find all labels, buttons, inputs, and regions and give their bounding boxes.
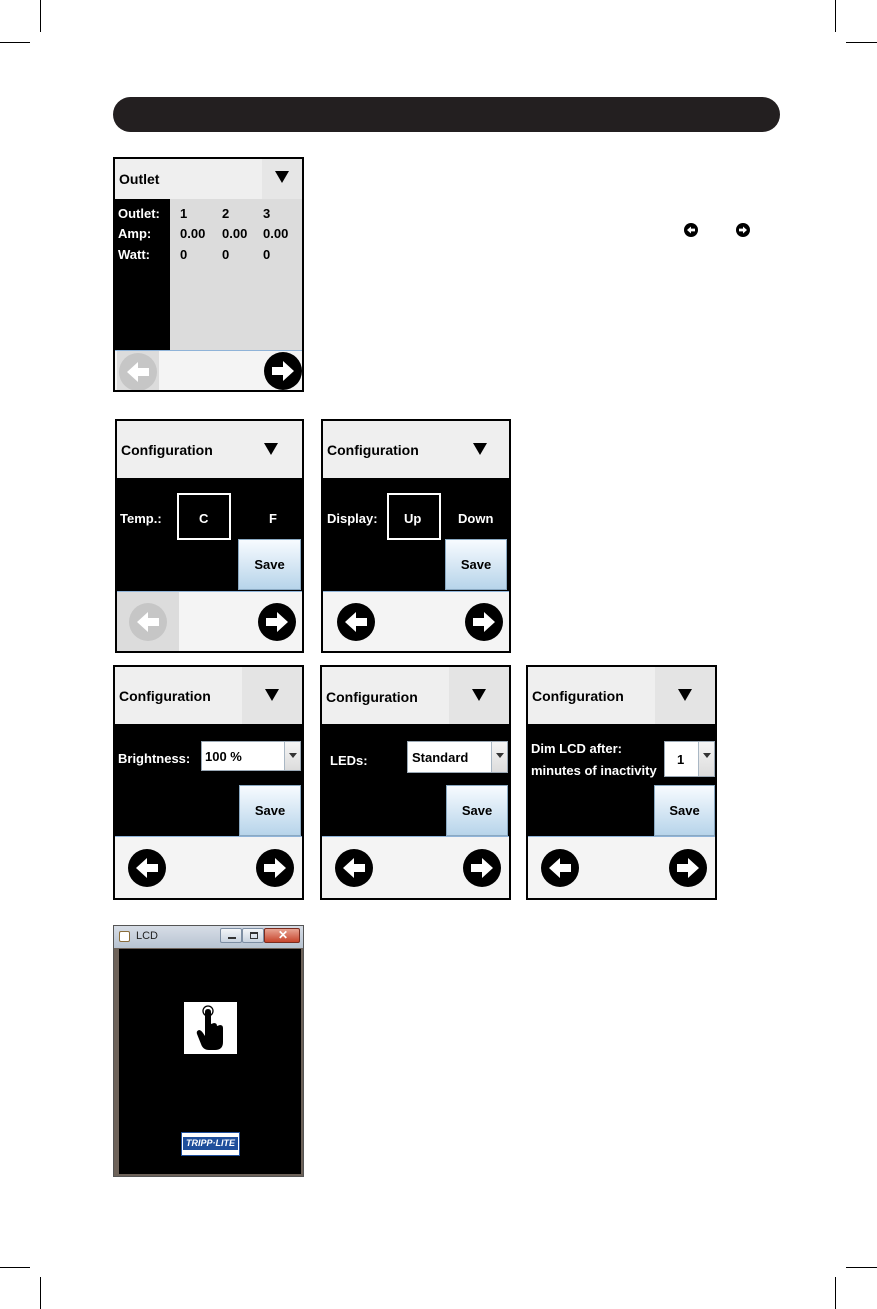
brightness-label: Brightness: — [118, 751, 191, 766]
minimize-icon — [228, 937, 236, 939]
crop-mark — [835, 0, 836, 32]
watt-value: 0 — [180, 247, 188, 262]
maximize-button[interactable] — [242, 928, 264, 943]
crop-mark — [846, 42, 877, 43]
back-arrow-icon[interactable] — [335, 849, 373, 887]
screen-title: Configuration — [121, 442, 213, 458]
outlet-data-area — [170, 199, 302, 350]
dropdown-button[interactable] — [449, 421, 509, 478]
close-icon: ✕ — [278, 928, 289, 942]
forward-arrow-icon — [736, 223, 750, 237]
outlet-number: 3 — [263, 206, 271, 221]
dropdown-triangle-icon — [264, 443, 278, 455]
dropdown-button[interactable] — [655, 667, 715, 724]
screen-title: Configuration — [326, 689, 418, 705]
outlet-number: 2 — [222, 206, 230, 221]
leds-label: LEDs: — [330, 753, 368, 768]
back-arrow-icon[interactable] — [129, 603, 167, 641]
crop-mark — [835, 1277, 836, 1309]
screen-selector[interactable] — [322, 667, 509, 724]
crop-mark — [40, 0, 41, 32]
crop-mark — [0, 42, 30, 43]
dim-minutes-value: 1 — [677, 751, 685, 767]
forward-arrow-icon[interactable] — [264, 352, 302, 390]
display-config-screen — [321, 419, 511, 653]
amp-value: 0.00 — [222, 226, 248, 241]
crop-mark — [0, 1267, 30, 1268]
back-arrow-icon[interactable] — [541, 849, 579, 887]
leds-value: Standard — [412, 749, 469, 765]
watt-value: 0 — [222, 247, 230, 262]
crop-mark — [846, 1267, 877, 1268]
lcd-window — [113, 925, 304, 1177]
outlet-screen — [113, 157, 304, 392]
temp-label: Temp.: — [120, 511, 162, 526]
dropdown-button[interactable] — [262, 159, 302, 199]
forward-arrow-icon[interactable] — [463, 849, 501, 887]
screen-title: Configuration — [532, 688, 624, 704]
screen-selector[interactable] — [117, 421, 302, 478]
screen-selector[interactable] — [528, 667, 715, 724]
minimize-button[interactable] — [220, 928, 242, 943]
chevron-down-icon[interactable] — [698, 742, 714, 776]
dropdown-triangle-icon — [678, 689, 692, 701]
display-down-option[interactable]: Down — [458, 511, 494, 526]
outlet-number: 1 — [180, 206, 188, 221]
dropdown-triangle-icon — [472, 689, 486, 701]
row-label-amp: Amp: — [118, 226, 152, 241]
window-title: LCD — [136, 930, 159, 942]
brightness-config-screen — [113, 665, 304, 900]
celsius-option-label: C — [199, 511, 209, 526]
amp-value: 0.00 — [263, 226, 289, 241]
nav-bar — [323, 591, 509, 651]
close-button[interactable] — [264, 928, 300, 943]
touch-hand-icon — [184, 1002, 237, 1054]
brightness-value: 100 % — [205, 748, 242, 764]
forward-arrow-icon[interactable] — [669, 849, 707, 887]
forward-arrow-icon[interactable] — [465, 603, 503, 641]
dropdown-button[interactable] — [242, 667, 302, 724]
crop-mark — [40, 1277, 41, 1309]
row-label-watt: Watt: — [118, 247, 151, 262]
screen-selector[interactable] — [115, 159, 302, 199]
nav-bar — [322, 836, 509, 898]
dropdown-triangle-icon — [265, 689, 279, 701]
watt-value: 0 — [263, 247, 271, 262]
screen-selector[interactable] — [323, 421, 509, 478]
window-titlebar[interactable] — [114, 926, 303, 948]
fahrenheit-option[interactable]: F — [269, 511, 277, 526]
dropdown-button[interactable] — [449, 667, 509, 724]
back-arrow-icon[interactable] — [119, 353, 157, 391]
dim-lcd-config-screen — [526, 665, 717, 900]
row-label-outlet: Outlet: — [118, 206, 160, 221]
touch-hint-box[interactable] — [184, 1002, 237, 1054]
nav-bar — [117, 591, 302, 651]
dropdown-button[interactable] — [242, 421, 302, 478]
dim-label-line1: Dim LCD after: — [531, 741, 623, 756]
save-button[interactable]: Save — [239, 785, 301, 836]
logo-text: TRIPP·LITE — [183, 1137, 238, 1150]
display-label: Display: — [327, 511, 378, 526]
chevron-down-icon[interactable] — [491, 742, 507, 772]
save-button[interactable]: Save — [654, 785, 715, 836]
temp-config-screen — [115, 419, 304, 653]
back-arrow-icon — [684, 223, 698, 237]
nav-bar — [528, 836, 715, 898]
lcd-display-area[interactable] — [119, 949, 301, 1174]
leds-select[interactable] — [407, 741, 508, 773]
back-arrow-icon[interactable] — [128, 849, 166, 887]
dropdown-triangle-icon — [275, 171, 289, 183]
save-button[interactable]: Save — [446, 785, 508, 836]
screen-title: Outlet — [119, 171, 160, 187]
dim-minutes-select[interactable] — [664, 741, 715, 777]
save-button[interactable]: Save — [445, 539, 507, 590]
maximize-icon — [250, 932, 258, 939]
back-arrow-icon[interactable] — [337, 603, 375, 641]
screen-title: Configuration — [119, 688, 211, 704]
screen-selector[interactable] — [115, 667, 302, 724]
chevron-down-icon[interactable] — [284, 742, 300, 770]
dim-label-line2: minutes of inactivity — [531, 763, 657, 778]
nav-bar — [115, 350, 302, 390]
forward-arrow-icon[interactable] — [256, 849, 294, 887]
display-up-label: Up — [404, 511, 422, 526]
forward-arrow-icon[interactable] — [258, 603, 296, 641]
section-header-bar — [113, 97, 780, 132]
nav-bar — [115, 836, 302, 898]
tripp-lite-logo — [181, 1132, 240, 1156]
screen-title: Configuration — [327, 442, 419, 458]
java-app-icon — [119, 931, 130, 942]
leds-config-screen — [320, 665, 511, 900]
amp-value: 0.00 — [180, 226, 206, 241]
save-button[interactable]: Save — [238, 539, 301, 590]
brightness-select[interactable] — [201, 741, 301, 771]
dropdown-triangle-icon — [473, 443, 487, 455]
